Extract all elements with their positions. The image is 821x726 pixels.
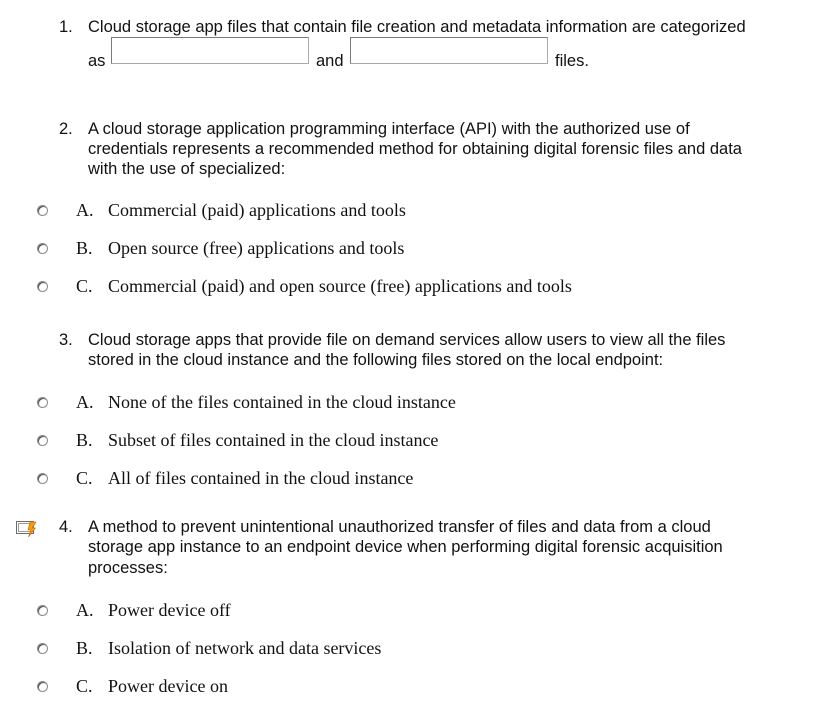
radio-option-c[interactable] — [37, 681, 48, 692]
option-letter: A. — [76, 600, 94, 620]
option-letter: C. — [76, 276, 93, 296]
option-text: Open source (free) applications and tools — [108, 238, 405, 258]
option-text: Isolation of network and data services — [108, 638, 382, 658]
option-letter: B. — [76, 430, 93, 450]
radio-option-b[interactable] — [37, 435, 48, 446]
option-text: None of the files contained in the cloud instance — [108, 392, 456, 412]
option-text: Subset of files contained in the cloud instance — [108, 430, 439, 450]
radio-option-a[interactable] — [37, 205, 48, 216]
question-text-line-1: Cloud storage apps that provide file on demand services allow users to view all the files — [88, 331, 726, 349]
files-label: files. — [555, 52, 589, 70]
radio-option-a[interactable] — [37, 397, 48, 408]
blank-1-input[interactable] — [111, 37, 309, 64]
option-letter: B. — [76, 638, 93, 658]
question-text-line-3: with the use of specialized: — [88, 160, 286, 178]
question-number: 1. — [59, 18, 73, 36]
question-number: 3. — [59, 331, 73, 349]
option-text: Power device off — [108, 600, 231, 620]
and-label: and — [316, 52, 344, 70]
radio-option-c[interactable] — [37, 281, 48, 292]
option-letter: C. — [76, 676, 93, 696]
option-letter: A. — [76, 200, 94, 220]
flag-question-icon[interactable] — [16, 518, 38, 538]
question-text-line-2: stored in the cloud instance and the following files stored on the local endpoint: — [88, 351, 664, 369]
question-text: Cloud storage app files that contain file creation and metadata information are categorized — [88, 18, 746, 36]
radio-option-b[interactable] — [37, 643, 48, 654]
question-number: 2. — [59, 120, 73, 138]
option-text: Power device on — [108, 676, 228, 696]
question-text-line-3: processes: — [88, 559, 168, 577]
radio-option-b[interactable] — [37, 243, 48, 254]
option-letter: A. — [76, 392, 94, 412]
radio-option-c[interactable] — [37, 473, 48, 484]
option-text: Commercial (paid) and open source (free) applications and tools — [108, 276, 572, 296]
option-letter: B. — [76, 238, 93, 258]
question-text-line-1: A cloud storage application programming interface (API) with the authorized use of — [88, 120, 690, 138]
question-text-line-2: credentials represents a recommended method for obtaining digital forensic files and data — [88, 140, 742, 158]
question-text-line-2: storage app instance to an endpoint device when performing digital forensic acquisition — [88, 538, 723, 556]
question-number: 4. — [59, 518, 73, 536]
blank-2-input[interactable] — [350, 37, 548, 64]
option-text: All of files contained in the cloud instance — [108, 468, 414, 488]
radio-option-a[interactable] — [37, 605, 48, 616]
question-text-line-1: A method to prevent unintentional unauthorized transfer of files and data from a cloud — [88, 518, 711, 536]
option-letter: C. — [76, 468, 93, 488]
as-label: as — [88, 52, 106, 70]
option-text: Commercial (paid) applications and tools — [108, 200, 406, 220]
